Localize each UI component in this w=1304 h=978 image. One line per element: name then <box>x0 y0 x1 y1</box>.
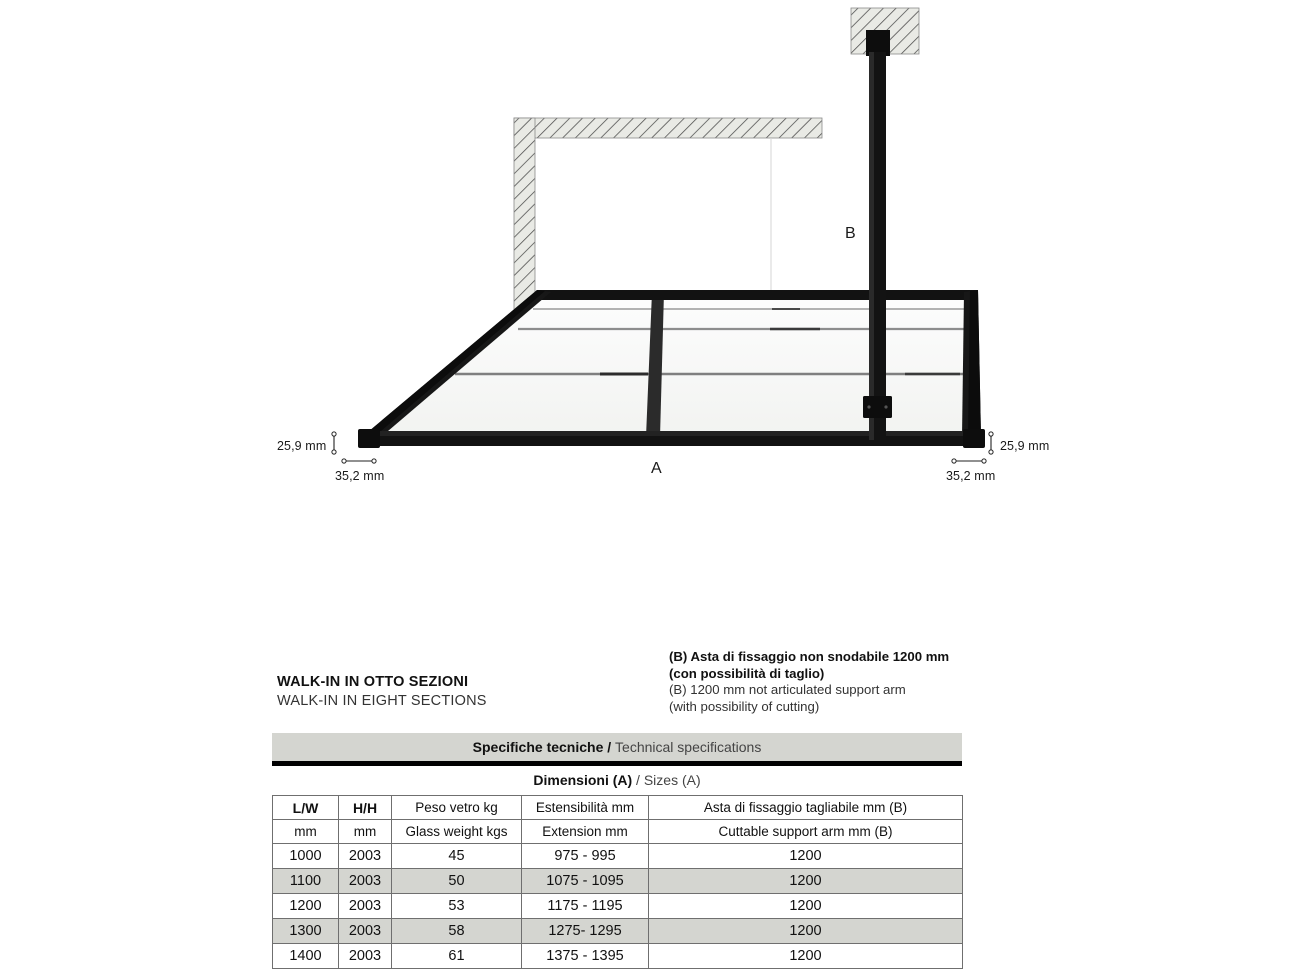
dim-marker-right-height <box>989 432 993 454</box>
table-header-row-sub <box>273 820 963 844</box>
table-row <box>273 944 963 969</box>
cell-weight: 53 <box>392 894 522 919</box>
header-extension: Estensibilità mm <box>522 796 649 820</box>
cell-hh: 2003 <box>339 919 392 944</box>
table-header-row-top <box>273 796 963 820</box>
dim-title-separator: / <box>632 772 644 788</box>
frame-end-cap-right <box>963 429 985 448</box>
table-row <box>273 894 963 919</box>
band-title-separator: / <box>603 739 616 755</box>
cell-lw: 1100 <box>273 869 339 894</box>
frame-top-rail <box>537 290 978 300</box>
frame-right-stile <box>962 290 981 437</box>
frame-end-cap-left <box>358 429 380 448</box>
cell-lw: 1400 <box>273 944 339 969</box>
note-italian-line-2: (con possibilità di taglio) <box>669 665 825 681</box>
header-hh: H/H <box>339 796 392 820</box>
cell-lw: 1300 <box>273 919 339 944</box>
callout-label-b: B <box>845 225 856 242</box>
cell-weight: 61 <box>392 944 522 969</box>
header-weight: Peso vetro kg <box>392 796 522 820</box>
cell-weight: 45 <box>392 844 522 869</box>
dim-title-italian: Dimensioni (A) <box>533 772 633 788</box>
product-title-english: WALK-IN IN EIGHT SECTIONS <box>277 693 487 709</box>
cell-weight: 50 <box>392 869 522 894</box>
dim-marker-left-width <box>342 459 376 463</box>
dim-label-right-height: 25,9 mm <box>1000 439 1050 453</box>
cell-hh: 2003 <box>339 944 392 969</box>
dim-label-left-height: 25,9 mm <box>277 439 327 453</box>
dim-marker-right-width <box>952 459 986 463</box>
cell-hh: 2003 <box>339 844 392 869</box>
cell-arm: 1200 <box>649 844 963 869</box>
subheader-arm: Cuttable support arm mm (B) <box>649 820 963 844</box>
dim-marker-left-height <box>332 432 336 454</box>
band-title-english: Technical specifications <box>615 739 762 755</box>
cell-lw: 1200 <box>273 894 339 919</box>
technical-specifications-table <box>272 733 962 969</box>
header-arm: Asta di fissaggio tagliabile mm (B) <box>649 796 963 820</box>
subheader-weight: Glass weight kgs <box>392 820 522 844</box>
cell-weight: 58 <box>392 919 522 944</box>
table-band-title <box>272 733 962 761</box>
table-row <box>273 919 963 944</box>
dim-title-english: Sizes (A) <box>643 772 701 788</box>
product-title-block <box>277 673 657 711</box>
cell-extension: 1075 - 1095 <box>522 869 649 894</box>
cell-extension: 1375 - 1395 <box>522 944 649 969</box>
callout-label-a: A <box>651 460 662 477</box>
subheader-extension: Extension mm <box>522 820 649 844</box>
subheader-hh: mm <box>339 820 392 844</box>
subheader-lw: mm <box>273 820 339 844</box>
cell-arm: 1200 <box>649 919 963 944</box>
spec-grid <box>272 795 963 969</box>
support-arm-note-block <box>669 649 1089 715</box>
note-english-line-1: (B) 1200 mm not articulated support arm <box>669 682 906 697</box>
cell-lw: 1000 <box>273 844 339 869</box>
header-lw: L/W <box>273 796 339 820</box>
dim-label-right-width: 35,2 mm <box>946 469 996 483</box>
cell-extension: 975 - 995 <box>522 844 649 869</box>
note-italian-line-1: (B) Asta di fissaggio non snodabile 1200 mm <box>669 649 950 664</box>
dim-label-left-width: 35,2 mm <box>335 469 385 483</box>
cell-extension: 1175 - 1195 <box>522 894 649 919</box>
cell-hh: 2003 <box>339 894 392 919</box>
table-row <box>273 869 963 894</box>
cell-arm: 1200 <box>649 869 963 894</box>
cell-extension: 1275- 1295 <box>522 919 649 944</box>
product-title-italian: WALK-IN IN OTTO SEZIONI <box>277 674 469 690</box>
cell-arm: 1200 <box>649 944 963 969</box>
cell-arm: 1200 <box>649 894 963 919</box>
table-row <box>273 844 963 869</box>
note-english-line-2: (with possibility of cutting) <box>669 698 820 714</box>
frame-bottom-rail <box>362 431 981 446</box>
cell-hh: 2003 <box>339 869 392 894</box>
band-title-italian: Specifiche tecniche <box>472 739 604 755</box>
table-dimensions-subtitle <box>272 766 962 794</box>
